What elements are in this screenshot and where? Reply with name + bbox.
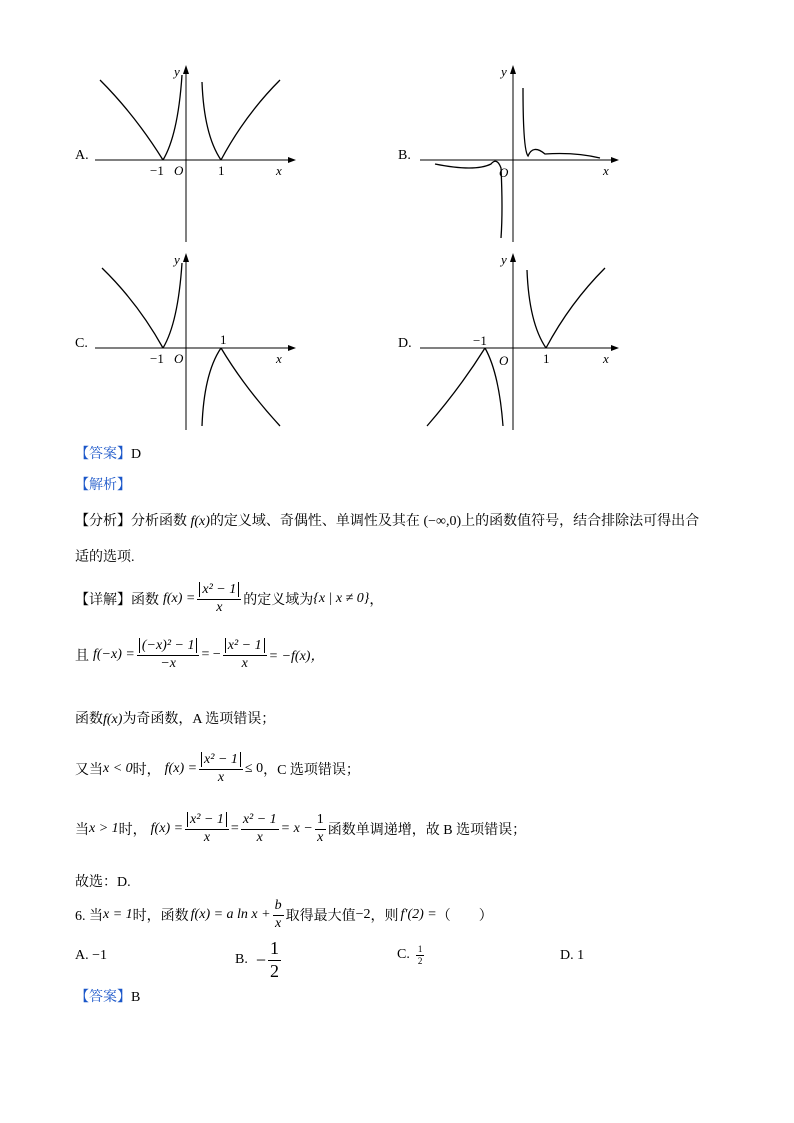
detail-fx-eq: f(x) = xyxy=(163,591,196,607)
curve-left-outer xyxy=(100,80,163,160)
num-plain: x² − 1 xyxy=(241,812,279,830)
option-b-sign: − xyxy=(255,949,266,970)
den-x-4: x xyxy=(203,829,211,845)
q6-stem-1: 6. 当 xyxy=(75,909,103,925)
option-d-label: D. xyxy=(560,948,574,963)
num-abs-neg: (−x)² − 1 xyxy=(139,638,198,653)
domain-set: {x | x ≠ 0} xyxy=(313,591,370,607)
eq-neg: = − xyxy=(201,647,221,663)
q6-stem-4: ，则 xyxy=(370,909,399,925)
y-label: y xyxy=(501,252,507,267)
graph-d-svg xyxy=(415,248,625,433)
option-d-label: D. xyxy=(398,336,412,351)
q6-option-d xyxy=(560,948,584,964)
detail-text-1: 函数 xyxy=(131,593,159,609)
curve-right-outer xyxy=(221,80,280,160)
num-abs-3: x² − 1 xyxy=(201,752,241,767)
den-x-5: x xyxy=(256,829,263,845)
x-axis-arrow xyxy=(288,157,296,163)
curve-right-inner xyxy=(202,82,221,160)
option-b-label: B. xyxy=(398,148,411,163)
neg-text-1: 又当 xyxy=(75,763,103,779)
q6-paren: （ ） xyxy=(436,909,493,925)
option-a-value: −1 xyxy=(92,948,108,963)
q5-odd-line xyxy=(75,708,275,728)
option-c-label: C. xyxy=(397,947,410,963)
den-x-6: x xyxy=(317,829,324,845)
origin-label: O xyxy=(174,163,184,178)
q6-x: x xyxy=(275,915,282,931)
q6-option-c xyxy=(397,944,426,967)
pos-cond: x > 1 xyxy=(89,821,119,837)
x-label: x xyxy=(603,163,609,178)
y-label: y xyxy=(174,64,180,79)
num-abs: x² − 1 xyxy=(199,582,239,597)
option-a-label: A. xyxy=(75,948,89,963)
num-one: 1 xyxy=(315,812,326,830)
graph-c-svg xyxy=(90,248,300,433)
option-b-label: B. xyxy=(235,952,248,968)
pos-fx-eq: f(x) = xyxy=(150,821,184,837)
den-x-3: x xyxy=(217,769,225,785)
q6-answer-value: B xyxy=(131,990,141,1005)
q5-pos-line xyxy=(75,812,526,847)
graph-b xyxy=(415,60,625,245)
q6-stem-3: 取得最大值 xyxy=(285,909,356,925)
analysis-tag: 【解析】 xyxy=(75,478,131,493)
fenxi-text-2: 的定义域、奇偶性、单调性及其在 xyxy=(209,514,420,529)
fraction-abs-2 xyxy=(223,638,267,673)
option-b-den: 2 xyxy=(270,960,279,981)
tick-one: 1 xyxy=(543,351,550,366)
x-axis-arrow xyxy=(288,345,296,351)
detail-tag: 【详解】 xyxy=(75,593,131,609)
odd-text-1: 函数 xyxy=(75,712,103,727)
curve-left-inner xyxy=(163,263,182,348)
origin-label: O xyxy=(499,353,509,368)
q5-choose-line: 故选：D. xyxy=(75,875,131,890)
fraction-plain xyxy=(241,812,279,847)
graph-a xyxy=(90,60,300,245)
x-label: x xyxy=(603,351,609,366)
y-axis-arrow xyxy=(510,65,516,74)
tick-minus-one: −1 xyxy=(150,163,164,178)
curve-right-inner xyxy=(527,270,546,348)
q5-detail-line2 xyxy=(75,638,324,673)
q6-stem-2: 时，函数 xyxy=(132,909,189,925)
fraction-abs xyxy=(197,582,241,617)
minus-part: = x − xyxy=(280,821,313,837)
q6-cond: x = 1 xyxy=(103,907,133,923)
fenxi-text-3: 上的函数值符号，结合排除法可得出合 xyxy=(461,514,700,529)
q6-b: b xyxy=(273,898,284,916)
y-axis-arrow xyxy=(183,65,189,74)
fenxi-fx: f(x) xyxy=(190,514,210,529)
fraction-one-over-x xyxy=(315,812,326,847)
option-a-label: A. xyxy=(75,148,89,163)
graph-b-svg xyxy=(415,60,625,245)
curve-right-inner xyxy=(202,348,221,426)
q6-deriv: f′(2) = xyxy=(400,907,437,923)
x-label: x xyxy=(276,351,282,366)
neg-cond: x < 0 xyxy=(103,761,133,777)
tail-odd: = −f(x)， xyxy=(268,649,325,665)
neg-fx-eq: f(x) = xyxy=(164,761,198,777)
q6-fraction xyxy=(273,898,284,933)
answer-value: D xyxy=(131,447,142,462)
neg-text-3: ，C 选项错误； xyxy=(263,763,360,779)
curve-left-inner xyxy=(163,75,182,160)
origin-label: O xyxy=(174,351,184,366)
fraction-neg xyxy=(137,638,200,673)
fenxi-tag: 【分析】 xyxy=(75,514,131,529)
q6-option-a xyxy=(75,948,107,964)
y-axis-arrow xyxy=(183,253,189,262)
answer-tag: 【答案】 xyxy=(75,447,131,462)
q5-analysis-line xyxy=(75,474,131,494)
option-c-num: 1 xyxy=(417,944,423,954)
curve-right-outer xyxy=(221,348,280,426)
num-abs-2: x² − 1 xyxy=(225,638,265,653)
fenxi-text-1: 分析函数 xyxy=(131,514,187,529)
q6-maxval: −2 xyxy=(355,907,371,923)
qie: 且 xyxy=(75,649,89,665)
fraction-abs-4 xyxy=(185,812,229,847)
odd-fx: f(x) xyxy=(103,712,123,727)
num-abs-4: x² − 1 xyxy=(187,812,227,827)
option-d-value: 1 xyxy=(577,948,585,963)
den-negx: −x xyxy=(160,655,176,671)
q6-answer-line xyxy=(75,986,140,1006)
curve-right-outer xyxy=(546,268,605,348)
option-b-fraction xyxy=(268,938,281,982)
x-axis-arrow xyxy=(611,345,619,351)
fmx-eq: f(−x) = xyxy=(93,647,135,663)
option-b-num: 1 xyxy=(268,938,281,961)
pos-text-1: 当 xyxy=(75,823,89,839)
option-c-den: 2 xyxy=(417,955,423,966)
graph-a-svg xyxy=(90,60,300,245)
tick-minus-one: −1 xyxy=(150,351,164,366)
option-c-fraction xyxy=(416,944,425,967)
q6-stem xyxy=(75,898,493,933)
eq-sign: = xyxy=(230,821,239,837)
tick-one: 1 xyxy=(218,163,225,178)
q5-neg-line xyxy=(75,752,360,787)
tick-minus-one: −1 xyxy=(473,333,487,348)
fraction-abs-3 xyxy=(199,752,243,787)
detail-text-2: 的定义域为 xyxy=(243,593,314,609)
graph-d xyxy=(415,248,625,433)
fenxi-interval: (−∞,0) xyxy=(423,514,462,529)
curve-right xyxy=(523,88,600,158)
x-label: x xyxy=(276,163,282,178)
curve-left-outer xyxy=(102,268,163,348)
y-label: y xyxy=(174,252,180,267)
pos-text-2: 时， xyxy=(118,823,147,839)
graph-c xyxy=(90,248,300,433)
le-zero: ≤ 0 xyxy=(244,761,264,777)
q6-answer-tag: 【答案】 xyxy=(75,990,131,1005)
y-axis-arrow xyxy=(510,253,516,262)
q6-option-b xyxy=(235,938,283,982)
den-x-2: x xyxy=(241,655,248,671)
curve-left-outer xyxy=(427,348,485,426)
q5-fenxi-line2: 适的选项. xyxy=(75,550,135,565)
odd-text-2: 为奇函数，A 选项错误； xyxy=(122,712,276,727)
q5-detail-line1 xyxy=(75,582,383,617)
curve-left xyxy=(435,161,502,238)
x-axis-arrow xyxy=(611,157,619,163)
q5-fenxi-line1 xyxy=(75,510,699,530)
comma: ， xyxy=(369,593,384,609)
tick-one: 1 xyxy=(220,332,227,347)
pos-text-3: 函数单调递增，故 B 选项错误； xyxy=(327,823,527,839)
y-label: y xyxy=(501,64,507,79)
q6-func: f(x) = a ln x + xyxy=(190,907,271,923)
q5-answer-line xyxy=(75,443,141,463)
neg-text-2: 时， xyxy=(132,763,161,779)
origin-label: O xyxy=(499,165,509,180)
option-c-label: C. xyxy=(75,336,88,351)
den-x: x xyxy=(216,599,223,615)
